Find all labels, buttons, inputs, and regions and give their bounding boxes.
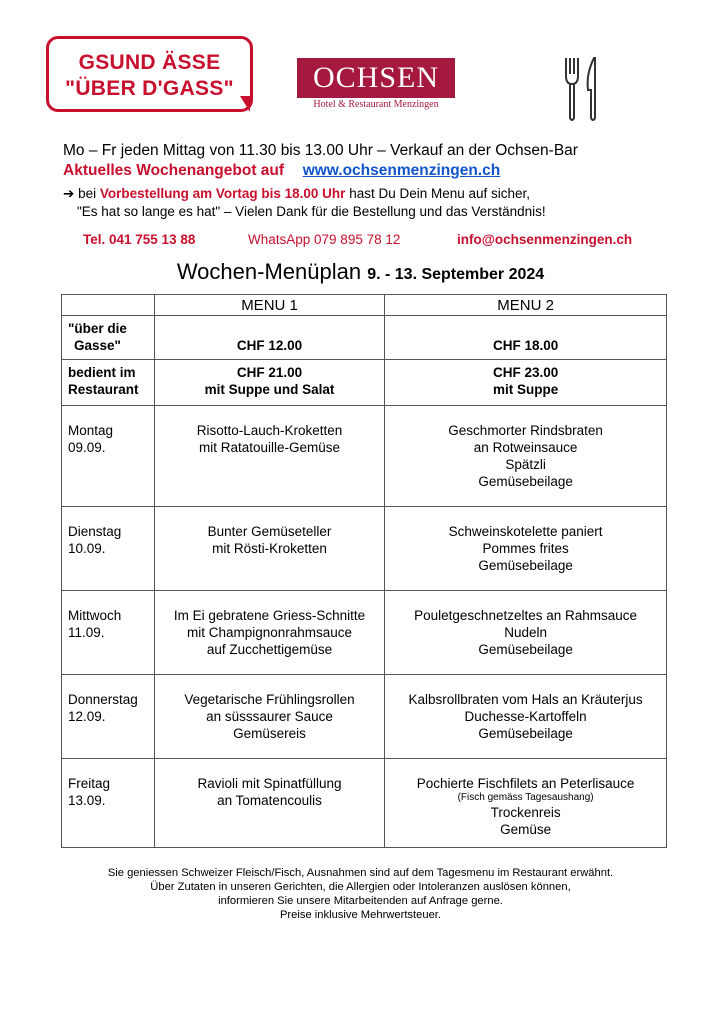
dish-line: an Tomatencoulis <box>217 793 322 808</box>
day-row-monday <box>62 406 667 507</box>
price-row-takeaway <box>62 316 667 360</box>
title-dates: 9. - 13. September 2024 <box>367 266 545 283</box>
logo-subtitle: Hotel & Restaurant Menzingen <box>313 99 439 110</box>
footer-line: Preise inklusive Mehrwertsteuer. <box>279 909 442 921</box>
title-main: Wochen-Menüplan <box>176 259 362 284</box>
dish-line: an Rotweinsauce <box>473 440 578 455</box>
footer-line: Sie geniessen Schweizer Fleisch/Fisch, Ausnahmen sind auf dem Tagesmenu im Restaurant erwähnt. <box>107 867 614 879</box>
day-row-thursday <box>62 675 667 759</box>
dish-line: Schweinskotelette paniert <box>448 524 603 539</box>
dish-line: Ravioli mit Spinatfüllung <box>197 776 342 791</box>
fork-knife-icon <box>560 54 604 124</box>
dish-line: an süsssaurer Sauce <box>206 709 333 724</box>
phone[interactable]: Tel. 041 755 13 88 <box>83 232 196 247</box>
dish-line: Gemüse <box>500 822 552 837</box>
day-cell <box>62 406 155 507</box>
preorder-line <box>63 186 530 202</box>
col-menu-2: MENU 2 <box>385 295 667 316</box>
day-name: Mittwoch <box>68 608 122 623</box>
price-menu-1 <box>154 316 384 360</box>
price-value: CHF 18.00 <box>492 338 559 353</box>
price-menu-1 <box>154 360 384 406</box>
dish-line: Gemüsebeilage <box>478 726 573 741</box>
preorder-prefix: bei <box>78 186 97 201</box>
dish-line: Duchesse-Kartoffeln <box>464 709 587 724</box>
price-menu-2 <box>385 316 667 360</box>
day-date: 13.09. <box>68 793 106 808</box>
dish-line: Kalbsrollbraten vom Hals an Kräuterjus <box>408 692 643 707</box>
price-label-line: "über die <box>68 321 127 336</box>
dish-line: Risotto-Lauch-Kroketten <box>196 423 343 438</box>
day-name: Montag <box>68 423 114 438</box>
menu-1-dish <box>154 406 384 507</box>
table-header-row <box>62 295 667 316</box>
whatsapp[interactable]: WhatsApp 079 895 78 12 <box>248 232 401 247</box>
menu-1-dish <box>154 675 384 759</box>
day-row-tuesday <box>62 507 667 591</box>
preorder-deadline: Vorbestellung am Vortag bis 18.00 Uhr <box>99 186 346 201</box>
day-date: 11.09. <box>68 625 105 640</box>
thanks-line: "Es hat so lange es hat" – Vielen Dank für die Bestellung und das Verständnis! <box>77 204 546 219</box>
day-cell <box>62 675 155 759</box>
badge-line-1: GSUND ÄSSE <box>78 51 221 74</box>
dish-line: mit Rösti-Kroketten <box>212 541 327 556</box>
price-value: CHF 23.00 <box>492 365 559 380</box>
email[interactable]: info@ochsenmenzingen.ch <box>457 232 633 247</box>
badge-tail <box>240 96 250 112</box>
day-name: Dienstag <box>68 524 122 539</box>
menu-2-dish <box>385 507 667 591</box>
promo-badge <box>46 36 253 112</box>
day-row-wednesday <box>62 591 667 675</box>
dish-line: Nudeln <box>504 625 547 640</box>
footer-line: informieren Sie unsere Mitarbeitenden auf Anfrage gerne. <box>218 895 503 907</box>
price-menu-2 <box>385 360 667 406</box>
price-label-line: bedient im <box>68 365 136 380</box>
price-label-line: Gasse" <box>74 338 121 353</box>
price-value: CHF 12.00 <box>236 338 303 353</box>
dish-line: Im Ei gebratene Griess-Schnitte <box>173 608 366 623</box>
day-row-friday <box>62 759 667 848</box>
dish-line: mit Champignonrahmsauce <box>186 625 353 640</box>
website-link[interactable]: www.ochsenmenzingen.ch <box>302 162 501 179</box>
price-note: mit Suppe und Salat <box>204 382 335 397</box>
price-note: mit Suppe <box>492 382 559 397</box>
dish-line: Gemüsebeilage <box>478 642 573 657</box>
dish-line: Trockenreis <box>490 805 561 820</box>
header-empty-cell <box>62 295 155 316</box>
dish-line: Gemüsebeilage <box>478 474 573 489</box>
dish-line: Pommes frites <box>482 541 569 556</box>
menu-2-dish <box>385 406 667 507</box>
arrow-right-icon: ➔ <box>63 186 75 201</box>
footer-line: Über Zutaten in unseren Gerichten, die Allergien oder Intoleranzen auslösen können, <box>150 881 571 893</box>
dish-line: mit Ratatouille-Gemüse <box>199 440 341 455</box>
ochsen-logo: OCHSEN <box>297 58 455 98</box>
day-cell <box>62 507 155 591</box>
dish-line: Vegetarische Frühlingsrollen <box>184 692 355 707</box>
opening-hours: Mo – Fr jeden Mittag von 11.30 bis 13.00 Uhr – Verkauf an der Ochsen-Bar <box>63 142 578 159</box>
weekly-offer-label: Aktuelles Wochenangebot auf <box>63 162 285 179</box>
dish-note: (Fisch gemäss Tagesaushang) <box>457 792 594 803</box>
badge-line-2: "ÜBER D'GASS" <box>65 77 234 100</box>
day-date: 09.09. <box>68 440 106 455</box>
weekly-offer <box>63 162 500 180</box>
price-label <box>62 360 155 406</box>
menu-2-dish <box>385 759 667 848</box>
menu-2-dish <box>385 591 667 675</box>
dish-line: Gemüsebeilage <box>478 558 573 573</box>
dish-line: Gemüsereis <box>233 726 306 741</box>
page-title <box>0 259 721 285</box>
menu-1-dish <box>154 591 384 675</box>
menu-2-dish <box>385 675 667 759</box>
day-cell <box>62 759 155 848</box>
dish-line: Geschmorter Rindsbraten <box>448 423 603 438</box>
menu-table <box>61 294 667 848</box>
day-name: Freitag <box>68 776 111 791</box>
menu-1-dish <box>154 507 384 591</box>
price-row-restaurant <box>62 360 667 406</box>
price-label-line: Restaurant <box>68 382 139 397</box>
dish-line: Pouletgeschnetzeltes an Rahmsauce <box>414 608 638 623</box>
dish-line: Spätzli <box>505 457 546 472</box>
preorder-suffix: hast Du Dein Menu auf sicher, <box>349 186 531 201</box>
day-date: 10.09. <box>68 541 106 556</box>
col-menu-1: MENU 1 <box>154 295 384 316</box>
dish-line: Bunter Gemüseteller <box>207 524 332 539</box>
price-label <box>62 316 155 360</box>
day-date: 12.09. <box>68 709 106 724</box>
dish-line: auf Zucchettigemüse <box>206 642 333 657</box>
price-value: CHF 21.00 <box>236 365 303 380</box>
footer-notes <box>0 866 721 922</box>
day-cell <box>62 591 155 675</box>
menu-1-dish <box>154 759 384 848</box>
dish-line: Pochierte Fischfilets an Peterlisauce <box>416 776 635 791</box>
day-name: Donnerstag <box>68 692 138 707</box>
